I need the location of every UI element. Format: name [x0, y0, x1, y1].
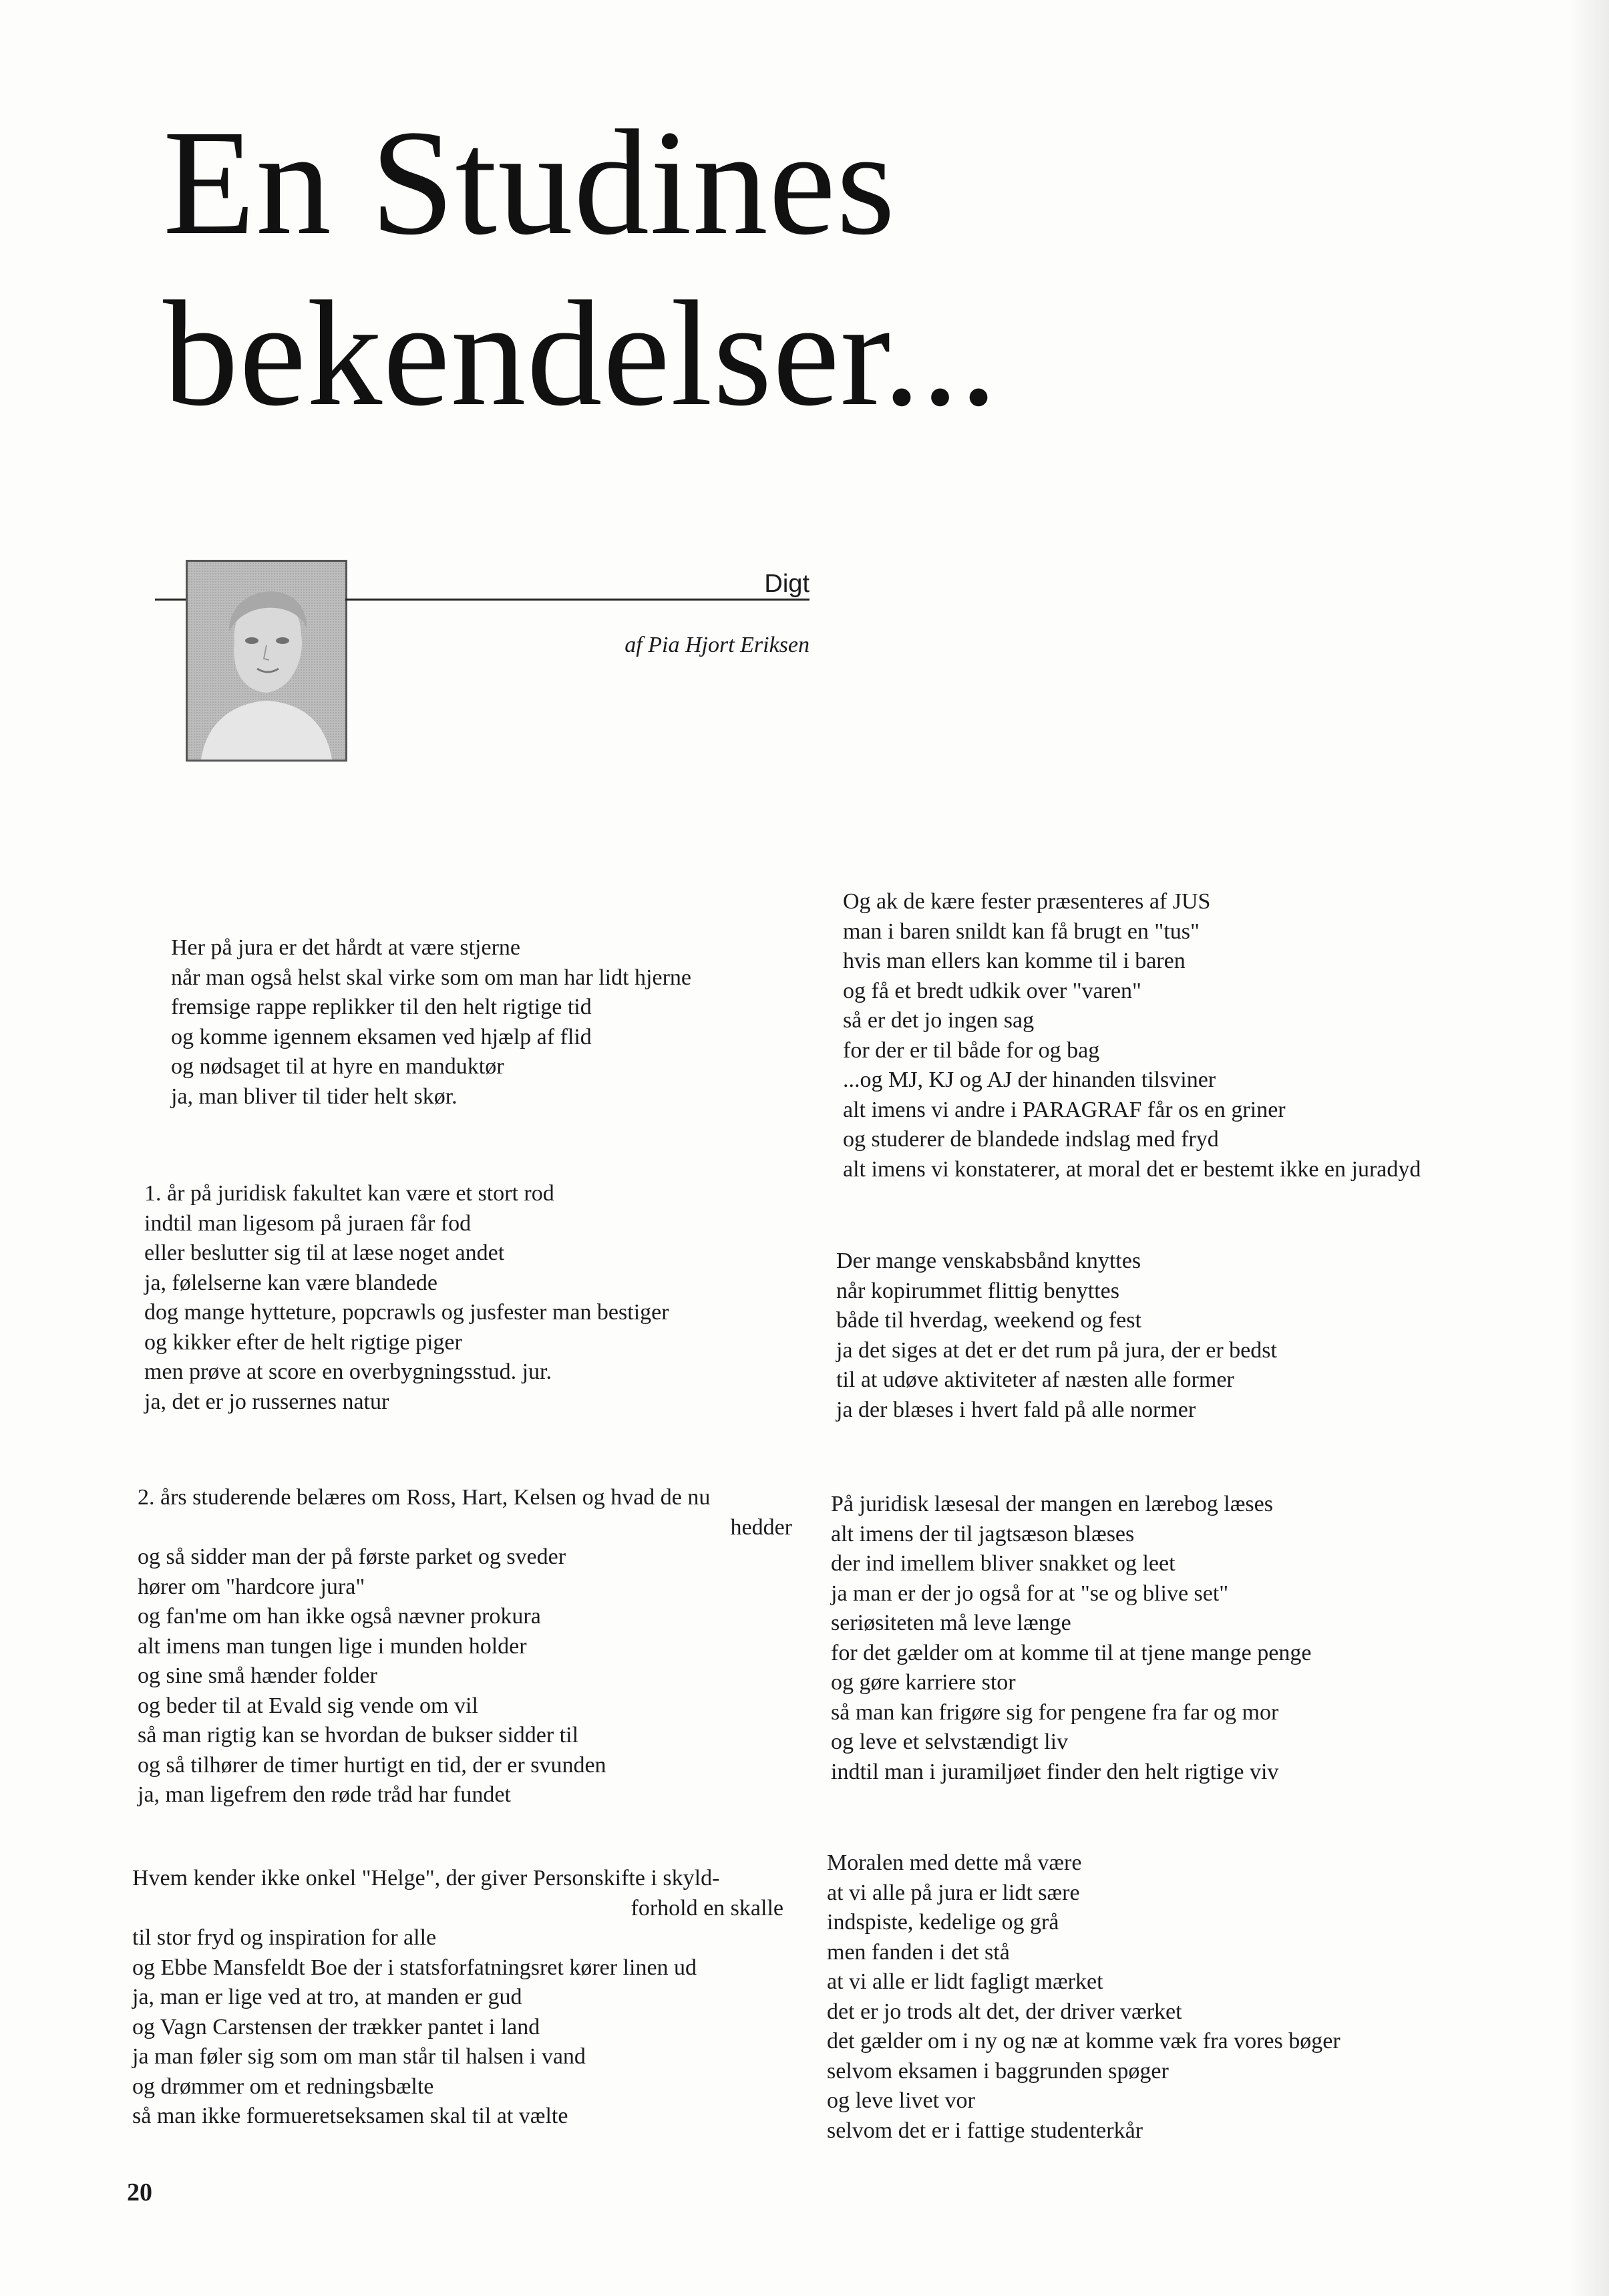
verse-line: og kikker efter de helt rigtige piger: [144, 1329, 462, 1355]
verse-line: fremsige rappe replikker til den helt rigtige tid: [171, 995, 592, 1019]
verse-line: ja man føler sig som om man står til halsen i vand: [132, 2044, 586, 2069]
verse-line: Moralen med dette må være: [827, 1850, 1082, 1875]
verse-line: ja, man ligefrem den røde tråd har fundet: [138, 1782, 511, 1807]
verse-line: der ind imellem bliver snakket og leet: [831, 1551, 1176, 1576]
verse-line: til at udøve aktiviteter af næsten alle former: [836, 1367, 1234, 1392]
portrait-illustration: [188, 562, 345, 760]
verse-line-continued: forhold en skalle: [631, 1895, 783, 1921]
verse-line: seriøsiteten må leve længe: [831, 1611, 1071, 1635]
verse-line: ...og MJ, KJ og AJ der hinanden tilsviner: [843, 1068, 1216, 1092]
verse-line: ja der blæses i hvert fald på alle normer: [836, 1397, 1196, 1422]
verse-line-continued: hedder: [730, 1514, 792, 1540]
page-number: 20: [127, 2178, 152, 2206]
verse-line: indtil man ligesom på juraen får fod: [144, 1210, 472, 1236]
verse-line: og så sidder man der på første parket og sveder: [138, 1544, 566, 1569]
verse-line: og komme igennem eksamen ved hjælp af flid: [171, 1024, 592, 1049]
verse-line: og nødsaget til at hyre en manduktør: [171, 1054, 504, 1079]
verse-line: hvis man ellers kan komme til i baren: [843, 949, 1186, 973]
verse-line: men prøve at score en overbygningsstud. jur.: [144, 1359, 552, 1384]
verse-line: indspiste, kedelige og grå: [827, 1910, 1059, 1935]
stanza-left-1: [171, 933, 691, 1112]
verse-line: Og ak de kære fester præsenteres af JUS: [843, 889, 1211, 914]
verse-line: og fan'me om han ikke også nævner prokura: [138, 1604, 541, 1629]
page-edge-shadow: [1569, 0, 1609, 2296]
genre-label: Digt: [764, 570, 810, 598]
verse-line: Der mange venskabsbånd knyttes: [836, 1249, 1141, 1273]
stanza-left-2: [144, 1179, 669, 1417]
verse-line: 2. års studerende belæres om Ross, Hart, Kelsen og hvad de nu: [138, 1485, 711, 1510]
verse-line: at vi alle på jura er lidt sære: [827, 1880, 1080, 1905]
verse-line: og Vagn Carstensen der trækker pantet i land: [132, 2014, 540, 2039]
verse-line: det gælder om i ny og næ at komme væk fra vores bøger: [827, 2029, 1340, 2054]
verse-line: selvom eksamen i baggrunden spøger: [827, 2058, 1169, 2084]
verse-line: og leve et selvstændigt liv: [831, 1730, 1069, 1754]
verse-line: så er det jo ingen sag: [843, 1008, 1035, 1033]
verse-line: når man også helst skal virke som om man har lidt hjerne: [171, 965, 691, 990]
portrait-photo-icon: [186, 560, 347, 762]
verse-line: eller beslutter sig til at læse noget andet: [144, 1241, 505, 1265]
verse-line: ja, man bliver til tider helt skør.: [171, 1084, 458, 1109]
verse-line: så man kan frigøre sig for pengene fra far og mor: [831, 1699, 1279, 1725]
verse-line: og få et bredt udkik over "varen": [843, 978, 1141, 1003]
title-line-2: bekendelser...: [163, 270, 999, 437]
title-line-1: En Studines: [163, 99, 896, 266]
verse-line: 1. år på juridisk fakultet kan være et stort rod: [144, 1181, 554, 1206]
verse-line: ja det siges at det er det rum på jura, der er bedst: [836, 1337, 1277, 1363]
verse-line: Her på jura er det hårdt at være stjerne: [171, 935, 520, 960]
verse-line: og Ebbe Mansfeldt Boe der i statsforfatningsret kører linen ud: [132, 1955, 697, 1980]
verse-line: og studerer de blandede indslag med fryd: [843, 1127, 1219, 1152]
verse-line: men fanden i det stå: [827, 1939, 1010, 1965]
verse-line: det er jo trods alt det, der driver værket: [827, 1999, 1182, 2024]
verse-line: ja, det er jo russernes natur: [144, 1389, 389, 1414]
verse-line: og beder til at Evald sig vende om vil: [138, 1693, 478, 1718]
verse-line: ja man er der jo også for at "se og blive set": [831, 1581, 1229, 1606]
header-rule-left: [155, 599, 186, 601]
verse-line: alt imens der til jagtsæson blæses: [831, 1521, 1135, 1546]
verse-line: og drømmer om et redningsbælte: [132, 2074, 434, 2099]
header-rule-right: [345, 599, 810, 601]
verse-line: for der er til både for og bag: [843, 1037, 1100, 1063]
verse-line: man i baren snildt kan få brugt en "tus": [843, 919, 1200, 944]
stanza-right-3: [831, 1490, 1311, 1787]
verse-line: til stor fryd og inspiration for alle: [132, 1925, 437, 1950]
verse-line: indtil man i juramiljøet finder den helt rigtige viv: [831, 1759, 1279, 1784]
stanza-left-4: [132, 1864, 783, 2132]
verse-line: både til hverdag, weekend og fest: [836, 1308, 1141, 1333]
verse-line: alt imens man tungen lige i munden holder: [138, 1633, 527, 1659]
verse-line: selvom det er i fattige studenterkår: [827, 2118, 1143, 2143]
verse-line: for det gælder om at komme til at tjene mange penge: [831, 1640, 1312, 1665]
stanza-right-2: [836, 1247, 1277, 1425]
stanza-right-1: [843, 887, 1421, 1184]
verse-line: På juridisk læsesal der mangen en lærebog læses: [831, 1492, 1273, 1516]
verse-line: at vi alle er lidt fagligt mærket: [827, 1969, 1103, 1994]
verse-line: ja, følelserne kan være blandede: [144, 1270, 437, 1295]
verse-line: alt imens vi konstaterer, at moral det er bestemt ikke en juradyd: [843, 1156, 1421, 1182]
verse-line: og så tilhører de timer hurtigt en tid, der er svunden: [138, 1752, 606, 1778]
verse-line: når kopirummet flittig benyttes: [836, 1278, 1119, 1303]
verse-line: og gøre karriere stor: [831, 1670, 1016, 1695]
verse-line: så man rigtig kan se hvordan de bukser sidder til: [138, 1723, 579, 1748]
verse-line: og leve livet vor: [827, 2088, 975, 2113]
verse-line: dog mange hytteture, popcrawls og jusfester man bestiger: [144, 1300, 669, 1325]
verse-line: hører om "hardcore jura": [138, 1574, 365, 1599]
stanza-right-4: [827, 1848, 1340, 2146]
author-byline: af Pia Hjort Eriksen: [624, 633, 810, 657]
verse-line: alt imens vi andre i PARAGRAF får os en griner: [843, 1097, 1286, 1122]
verse-line: så man ikke formueretseksamen skal til at vælte: [132, 2104, 568, 2128]
verse-line: og sine små hænder folder: [138, 1663, 377, 1688]
verse-line: ja, man er lige ved at tro, at manden er gud: [132, 1985, 522, 2009]
stanza-left-3: [138, 1483, 792, 1810]
verse-line: Hvem kender ikke onkel "Helge", der giver Personskifte i skyld-: [132, 1866, 720, 1891]
poem-title: [163, 97, 998, 439]
